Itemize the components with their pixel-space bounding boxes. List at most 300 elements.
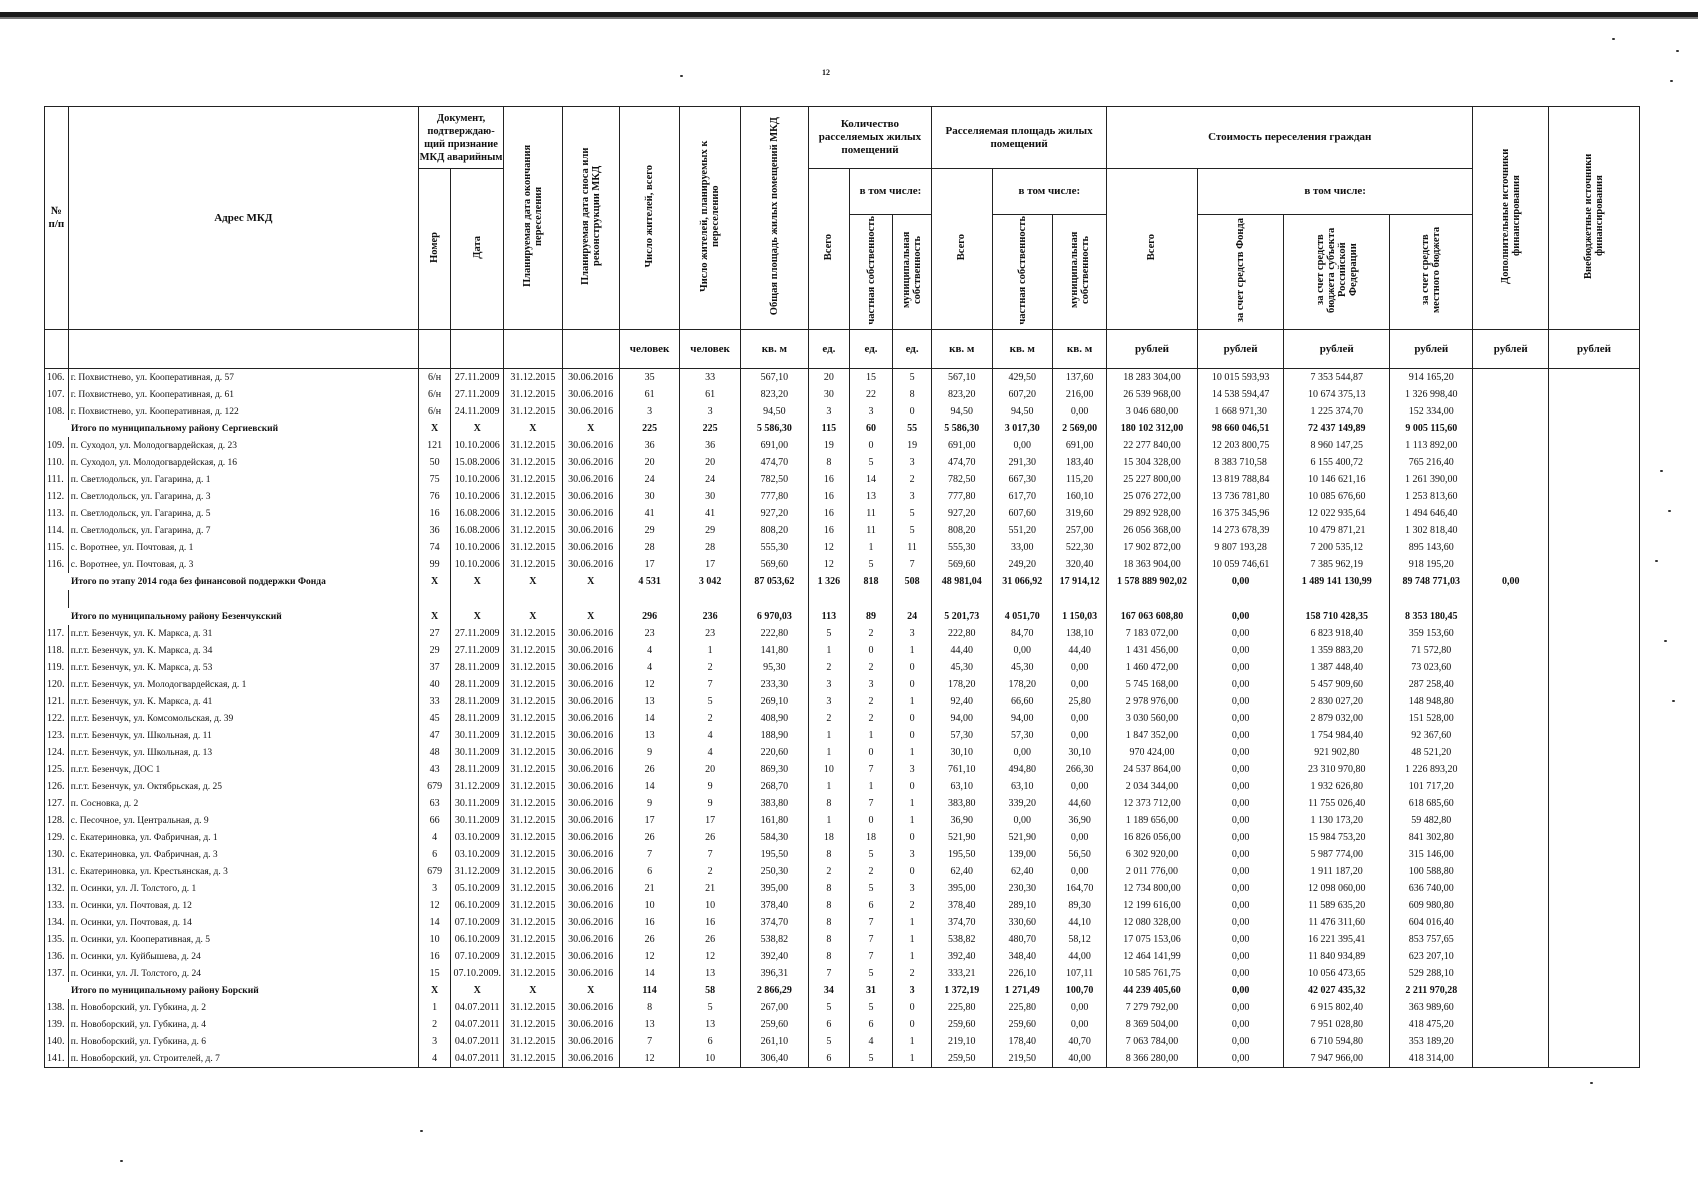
empty-cell — [932, 590, 993, 608]
cell-cost-local: 1 253 813,60 — [1390, 488, 1473, 505]
cell-planned-end: 31.12.2015 — [504, 642, 562, 659]
cell-doc-date: X — [451, 420, 504, 437]
cell-area-private: 348,40 — [992, 948, 1053, 965]
header-fund: за счет средств Фонда — [1197, 215, 1283, 330]
scan-speck — [1668, 510, 1671, 512]
cell-planned-end: 31.12.2015 — [504, 1050, 562, 1068]
cell-area-total: 63,10 — [932, 778, 993, 795]
table-row — [45, 369, 1640, 387]
cell-cost-regional: 921 902,80 — [1284, 744, 1390, 761]
cell-planned-demolition: 30.06.2016 — [562, 693, 619, 710]
cell-cost-local: 914 165,20 — [1390, 369, 1473, 387]
cell-residents-total: 13 — [619, 727, 680, 744]
cell-residents-planned: 61 — [680, 386, 741, 403]
empty-cell — [562, 590, 619, 608]
cell-row-number: 119. — [45, 659, 69, 676]
cell-doc-number: 48 — [418, 744, 450, 761]
cell-premises-total: 3 — [808, 403, 849, 420]
cell-doc-date: 30.11.2009 — [451, 812, 504, 829]
cell-doc-date: 27.11.2009 — [451, 386, 504, 403]
cell-residents-planned: 13 — [680, 1016, 741, 1033]
cell-area-municipal: 0,00 — [1053, 710, 1107, 727]
cell-area-municipal: 266,30 — [1053, 761, 1107, 778]
cell-address: п.г.т. Безенчук, ул. К. Маркса, д. 31 — [68, 625, 418, 642]
cell-cost-local: 1 113 892,00 — [1390, 437, 1473, 454]
table-row — [45, 829, 1640, 846]
cell-extrabudget — [1549, 948, 1640, 965]
cell-premises-total: 2 — [808, 659, 849, 676]
cell-extra-sources — [1473, 1016, 1549, 1033]
total-label: Итого по муниципальному району Безенчукский — [45, 608, 419, 625]
header-cost: Стоимость переселения граждан — [1107, 107, 1473, 169]
cell-residents-total: 7 — [619, 1033, 680, 1050]
cell-doc-date: 28.11.2009 — [451, 761, 504, 778]
cell-cost-regional: 1 130 173,20 — [1284, 812, 1390, 829]
header-doc-number: Номер — [418, 169, 450, 330]
cell-residents-planned: 26 — [680, 931, 741, 948]
cell-row-number: 128. — [45, 812, 69, 829]
cell-area-municipal: 0,00 — [1053, 403, 1107, 420]
cell-extra-sources — [1473, 369, 1549, 387]
cell-cost-fund: 0,00 — [1197, 948, 1283, 965]
cell-premises-private: 2 — [849, 625, 892, 642]
cell-extrabudget — [1549, 420, 1640, 437]
cell-cost-regional: 158 710 428,35 — [1284, 608, 1390, 625]
cell-residents-total: 61 — [619, 386, 680, 403]
cell-residents-planned: 21 — [680, 880, 741, 897]
cell-cost-local: 148 948,80 — [1390, 693, 1473, 710]
cell-residents-planned: 12 — [680, 948, 741, 965]
cell-doc-date: 28.11.2009 — [451, 676, 504, 693]
cell-doc-date: 04.07.2011 — [451, 1033, 504, 1050]
cell-premises-total: 5 — [808, 1033, 849, 1050]
cell-premises-private: 5 — [849, 556, 892, 573]
cell-cost-fund: 0,00 — [1197, 982, 1283, 999]
cell-total-area: 188,90 — [740, 727, 808, 744]
cell-premises-total: 2 — [808, 710, 849, 727]
cell-cost-total: 26 056 368,00 — [1107, 522, 1198, 539]
table-row — [45, 761, 1640, 778]
unit-cell — [451, 330, 504, 369]
header-doc-date: Дата — [451, 169, 504, 330]
cell-cost-fund: 0,00 — [1197, 778, 1283, 795]
cell-residents-planned: 13 — [680, 965, 741, 982]
cell-extra-sources — [1473, 931, 1549, 948]
cell-doc-number: 6 — [418, 846, 450, 863]
cell-address: п. Новоборский, ул. Губкина, д. 4 — [68, 1016, 418, 1033]
cell-premises-municipal: 3 — [893, 488, 932, 505]
header-planned-demolition: Планируемая дата сноса или реконструкции МКД — [562, 107, 619, 330]
cell-area-municipal: 115,20 — [1053, 471, 1107, 488]
cell-planned-demolition: 30.06.2016 — [562, 625, 619, 642]
cell-extrabudget — [1549, 608, 1640, 625]
cell-area-private: 57,30 — [992, 727, 1053, 744]
cell-premises-private: 7 — [849, 761, 892, 778]
cell-area-total: 222,80 — [932, 625, 993, 642]
cell-residents-total: 26 — [619, 829, 680, 846]
cell-extrabudget — [1549, 880, 1640, 897]
cell-premises-total: 1 — [808, 727, 849, 744]
table-row — [45, 965, 1640, 982]
empty-cell — [740, 590, 808, 608]
cell-doc-date: 28.11.2009 — [451, 693, 504, 710]
cell-premises-private: 4 — [849, 1033, 892, 1050]
cell-address: п. Осинки, ул. Л. Толстого, д. 24 — [68, 965, 418, 982]
cell-area-total: 92,40 — [932, 693, 993, 710]
cell-residents-planned: 17 — [680, 812, 741, 829]
cell-cost-total: 7 183 072,00 — [1107, 625, 1198, 642]
cell-planned-demolition: 30.06.2016 — [562, 676, 619, 693]
scan-speck — [1676, 50, 1679, 52]
total-label: Итого по муниципальному району Сергиевский — [45, 420, 419, 437]
cell-address: п. Новоборский, ул. Губкина, д. 6 — [68, 1033, 418, 1050]
cell-row-number: 127. — [45, 795, 69, 812]
cell-doc-number: 36 — [418, 522, 450, 539]
cell-premises-private: 5 — [849, 1050, 892, 1068]
cell-area-municipal: 257,00 — [1053, 522, 1107, 539]
cell-row-number: 110. — [45, 454, 69, 471]
cell-residents-total: 23 — [619, 625, 680, 642]
cell-planned-end: 31.12.2015 — [504, 710, 562, 727]
cell-extrabudget — [1549, 625, 1640, 642]
cell-premises-municipal: 3 — [893, 846, 932, 863]
cell-planned-end: 31.12.2015 — [504, 999, 562, 1016]
cell-planned-demolition: 30.06.2016 — [562, 744, 619, 761]
cell-area-total: 927,20 — [932, 505, 993, 522]
header-incl-area: в том числе: — [992, 169, 1107, 215]
cell-residents-planned: 10 — [680, 897, 741, 914]
cell-cost-regional: 10 674 375,13 — [1284, 386, 1390, 403]
cell-cost-total: 44 239 405,60 — [1107, 982, 1198, 999]
cell-cost-total: 12 464 141,99 — [1107, 948, 1198, 965]
cell-premises-municipal: 19 — [893, 437, 932, 454]
cell-cost-local: 101 717,20 — [1390, 778, 1473, 795]
cell-area-total: 5 201,73 — [932, 608, 993, 625]
empty-cell — [992, 590, 1053, 608]
cell-area-municipal: 164,70 — [1053, 880, 1107, 897]
unit-cell: ед. — [808, 330, 849, 369]
cell-doc-number: 27 — [418, 625, 450, 642]
cell-planned-end: 31.12.2015 — [504, 556, 562, 573]
cell-planned-demolition: 30.06.2016 — [562, 488, 619, 505]
cell-doc-date: 06.10.2009 — [451, 931, 504, 948]
cell-premises-municipal: 5 — [893, 369, 932, 387]
cell-premises-total: 16 — [808, 505, 849, 522]
cell-premises-private: 7 — [849, 914, 892, 931]
total-label: Итого по муниципальному району Борский — [45, 982, 419, 999]
unit-cell: рублей — [1390, 330, 1473, 369]
cell-cost-fund: 0,00 — [1197, 795, 1283, 812]
cell-premises-private: 5 — [849, 999, 892, 1016]
cell-planned-end: 31.12.2015 — [504, 659, 562, 676]
cell-total-area: 94,50 — [740, 403, 808, 420]
cell-address: п.г.т. Безенчук, ул. Молодогвардейская, д. 1 — [68, 676, 418, 693]
unit-cell: рублей — [1549, 330, 1640, 369]
unit-cell — [45, 330, 69, 369]
cell-residents-planned: 1 — [680, 642, 741, 659]
cell-area-private: 429,50 — [992, 369, 1053, 387]
table-row — [45, 812, 1640, 829]
cell-cost-fund: 13 819 788,84 — [1197, 471, 1283, 488]
cell-cost-total: 2 011 776,00 — [1107, 863, 1198, 880]
cell-cost-regional: 16 221 395,41 — [1284, 931, 1390, 948]
cell-residents-total: 6 — [619, 863, 680, 880]
cell-total-area: 261,10 — [740, 1033, 808, 1050]
cell-planned-demolition: 30.06.2016 — [562, 642, 619, 659]
header-municipal-premises: муниципальная собственность — [893, 215, 932, 330]
cell-area-total: 5 586,30 — [932, 420, 993, 437]
unit-cell: кв. м — [740, 330, 808, 369]
cell-cost-total: 1 431 456,00 — [1107, 642, 1198, 659]
total-row — [45, 420, 1640, 437]
cell-area-municipal: 17 914,12 — [1053, 573, 1107, 590]
cell-premises-total: 6 — [808, 1050, 849, 1068]
table-row — [45, 863, 1640, 880]
cell-cost-total: 10 585 761,75 — [1107, 965, 1198, 982]
cell-doc-number: 15 — [418, 965, 450, 982]
table-row — [45, 693, 1640, 710]
cell-extrabudget — [1549, 914, 1640, 931]
cell-premises-total: 7 — [808, 965, 849, 982]
cell-doc-number: 3 — [418, 1033, 450, 1050]
cell-address: п. Суходол, ул. Молодогвардейская, д. 16 — [68, 454, 418, 471]
cell-extrabudget — [1549, 863, 1640, 880]
cell-extra-sources — [1473, 999, 1549, 1016]
cell-extrabudget — [1549, 693, 1640, 710]
cell-premises-municipal: 1 — [893, 812, 932, 829]
cell-cost-fund: 0,00 — [1197, 608, 1283, 625]
cell-premises-total: 115 — [808, 420, 849, 437]
cell-residents-planned: 58 — [680, 982, 741, 999]
cell-planned-demolition: 30.06.2016 — [562, 795, 619, 812]
cell-doc-number: 40 — [418, 676, 450, 693]
cell-premises-private: 2 — [849, 710, 892, 727]
cell-area-municipal: 183,40 — [1053, 454, 1107, 471]
cell-extra-sources — [1473, 608, 1549, 625]
cell-premises-total: 8 — [808, 948, 849, 965]
cell-residents-total: 4 — [619, 642, 680, 659]
table-row — [45, 795, 1640, 812]
empty-cell — [45, 590, 69, 608]
table-row — [45, 999, 1640, 1016]
cell-cost-regional: 11 476 311,60 — [1284, 914, 1390, 931]
cell-extra-sources — [1473, 693, 1549, 710]
cell-cost-fund: 0,00 — [1197, 710, 1283, 727]
cell-cost-total: 6 302 920,00 — [1107, 846, 1198, 863]
cell-planned-end: 31.12.2015 — [504, 693, 562, 710]
cell-premises-municipal: 0 — [893, 403, 932, 420]
cell-planned-demolition: 30.06.2016 — [562, 965, 619, 982]
cell-area-total: 48 981,04 — [932, 573, 993, 590]
cell-premises-municipal: 1 — [893, 795, 932, 812]
cell-cost-regional: 8 960 147,25 — [1284, 437, 1390, 454]
empty-cell — [1473, 590, 1549, 608]
header-address: Адрес МКД — [68, 107, 418, 330]
cell-row-number: 106. — [45, 369, 69, 387]
empty-cell — [849, 590, 892, 608]
cell-extrabudget — [1549, 505, 1640, 522]
cell-premises-private: 2 — [849, 693, 892, 710]
cell-premises-municipal: 0 — [893, 727, 932, 744]
cell-total-area: 777,80 — [740, 488, 808, 505]
cell-residents-planned: 33 — [680, 369, 741, 387]
cell-residents-planned: 4 — [680, 727, 741, 744]
cell-extra-sources — [1473, 795, 1549, 812]
cell-total-area: 250,30 — [740, 863, 808, 880]
cell-cost-local: 315 146,00 — [1390, 846, 1473, 863]
header-municipal-area: муниципальная собственность — [1053, 215, 1107, 330]
cell-planned-demolition: 30.06.2016 — [562, 369, 619, 387]
total-row — [45, 573, 1640, 590]
cell-area-total: 45,30 — [932, 659, 993, 676]
unit-cell: кв. м — [932, 330, 993, 369]
cell-address: п. Суходол, ул. Молодогвардейская, д. 23 — [68, 437, 418, 454]
cell-cost-local: 353 189,20 — [1390, 1033, 1473, 1050]
cell-premises-municipal: 0 — [893, 999, 932, 1016]
cell-planned-demolition: 30.06.2016 — [562, 471, 619, 488]
cell-area-private: 551,20 — [992, 522, 1053, 539]
header-residents-planned: Число жителей, планируемых к переселению — [680, 107, 741, 330]
cell-planned-demolition: 30.06.2016 — [562, 812, 619, 829]
cell-planned-demolition: 30.06.2016 — [562, 931, 619, 948]
cell-premises-municipal: 0 — [893, 1016, 932, 1033]
unit-cell — [504, 330, 562, 369]
cell-cost-local: 9 005 115,60 — [1390, 420, 1473, 437]
cell-extra-sources — [1473, 454, 1549, 471]
cell-cost-local: 73 023,60 — [1390, 659, 1473, 676]
cell-extra-sources — [1473, 880, 1549, 897]
cell-cost-total: 12 734 800,00 — [1107, 880, 1198, 897]
cell-planned-demolition: X — [562, 608, 619, 625]
cell-row-number: 134. — [45, 914, 69, 931]
table-row — [45, 744, 1640, 761]
cell-premises-private: 18 — [849, 829, 892, 846]
cell-area-total: 195,50 — [932, 846, 993, 863]
cell-total-area: 396,31 — [740, 965, 808, 982]
cell-area-total: 57,30 — [932, 727, 993, 744]
cell-area-municipal: 320,40 — [1053, 556, 1107, 573]
cell-area-total: 474,70 — [932, 454, 993, 471]
cell-doc-date: 06.10.2009 — [451, 897, 504, 914]
unit-cell: рублей — [1197, 330, 1283, 369]
cell-cost-fund: 0,00 — [1197, 761, 1283, 778]
cell-residents-total: 29 — [619, 522, 680, 539]
empty-cell — [619, 590, 680, 608]
cell-cost-regional: 10 085 676,60 — [1284, 488, 1390, 505]
cell-extrabudget — [1549, 471, 1640, 488]
empty-cell — [1390, 590, 1473, 608]
cell-doc-date: X — [451, 982, 504, 999]
cell-doc-number: 45 — [418, 710, 450, 727]
cell-total-area: 2 866,29 — [740, 982, 808, 999]
cell-cost-total: 970 424,00 — [1107, 744, 1198, 761]
cell-extra-sources — [1473, 744, 1549, 761]
cell-total-area: 782,50 — [740, 471, 808, 488]
cell-area-total: 538,82 — [932, 931, 993, 948]
cell-cost-regional: 72 437 149,89 — [1284, 420, 1390, 437]
cell-area-municipal: 0,00 — [1053, 778, 1107, 795]
cell-premises-municipal: 0 — [893, 710, 932, 727]
cell-premises-total: 16 — [808, 488, 849, 505]
cell-area-municipal: 56,50 — [1053, 846, 1107, 863]
cell-area-private: 4 051,70 — [992, 608, 1053, 625]
cell-row-number: 131. — [45, 863, 69, 880]
cell-extra-sources — [1473, 488, 1549, 505]
cell-extra-sources — [1473, 1033, 1549, 1050]
cell-residents-planned: 30 — [680, 488, 741, 505]
cell-extra-sources — [1473, 420, 1549, 437]
table-row — [45, 948, 1640, 965]
cell-planned-demolition: X — [562, 982, 619, 999]
cell-residents-planned: 7 — [680, 846, 741, 863]
cell-cost-regional: 1 932 626,80 — [1284, 778, 1390, 795]
scan-speck — [1612, 38, 1615, 40]
cell-total-area: 269,10 — [740, 693, 808, 710]
cell-residents-total: 296 — [619, 608, 680, 625]
cell-area-total: 808,20 — [932, 522, 993, 539]
cell-extra-sources — [1473, 505, 1549, 522]
cell-cost-fund: 9 807 193,28 — [1197, 539, 1283, 556]
cell-premises-total: 1 — [808, 642, 849, 659]
cell-doc-number: 63 — [418, 795, 450, 812]
cell-cost-total: 16 826 056,00 — [1107, 829, 1198, 846]
table-row — [45, 846, 1640, 863]
scan-speck — [1670, 80, 1673, 82]
cell-cost-total: 12 373 712,00 — [1107, 795, 1198, 812]
cell-cost-fund: 0,00 — [1197, 812, 1283, 829]
cell-address: п.г.т. Безенчук, ул. К. Маркса, д. 41 — [68, 693, 418, 710]
cell-planned-demolition: 30.06.2016 — [562, 1016, 619, 1033]
cell-area-municipal: 0,00 — [1053, 659, 1107, 676]
cell-doc-number: 4 — [418, 1050, 450, 1068]
cell-extra-sources — [1473, 863, 1549, 880]
cell-extrabudget — [1549, 795, 1640, 812]
cell-extra-sources — [1473, 914, 1549, 931]
cell-doc-date: 16.08.2006 — [451, 505, 504, 522]
cell-residents-total: 14 — [619, 778, 680, 795]
cell-cost-total: 25 076 272,00 — [1107, 488, 1198, 505]
cell-area-total: 333,21 — [932, 965, 993, 982]
cell-area-private: 219,50 — [992, 1050, 1053, 1068]
cell-premises-private: 60 — [849, 420, 892, 437]
cell-area-total: 36,90 — [932, 812, 993, 829]
cell-premises-total: 113 — [808, 608, 849, 625]
empty-cell — [68, 590, 418, 608]
cell-cost-local: 89 748 771,03 — [1390, 573, 1473, 590]
cell-premises-total: 1 — [808, 778, 849, 795]
cell-address: г. Похвистнево, ул. Кооперативная, д. 61 — [68, 386, 418, 403]
cell-residents-planned: 23 — [680, 625, 741, 642]
cell-address: п. Новоборский, ул. Строителей, д. 7 — [68, 1050, 418, 1068]
table-row — [45, 403, 1640, 420]
cell-area-private: 94,50 — [992, 403, 1053, 420]
cell-residents-planned: 16 — [680, 914, 741, 931]
unit-cell — [68, 330, 418, 369]
cell-address: с. Воротнее, ул. Почтовая, д. 3 — [68, 556, 418, 573]
scan-speck — [1672, 700, 1675, 702]
cell-premises-total: 12 — [808, 556, 849, 573]
header-extrabudget: Внебюджетные источники финансирования — [1549, 107, 1640, 330]
table-row — [45, 471, 1640, 488]
cell-cost-total: 22 277 840,00 — [1107, 437, 1198, 454]
cell-area-private: 0,00 — [992, 812, 1053, 829]
cell-total-area: 306,40 — [740, 1050, 808, 1068]
cell-premises-total: 1 — [808, 744, 849, 761]
cell-cost-regional: 7 353 544,87 — [1284, 369, 1390, 387]
cell-doc-number: 6/н — [418, 386, 450, 403]
cell-planned-demolition: 30.06.2016 — [562, 437, 619, 454]
empty-cell — [1197, 590, 1283, 608]
